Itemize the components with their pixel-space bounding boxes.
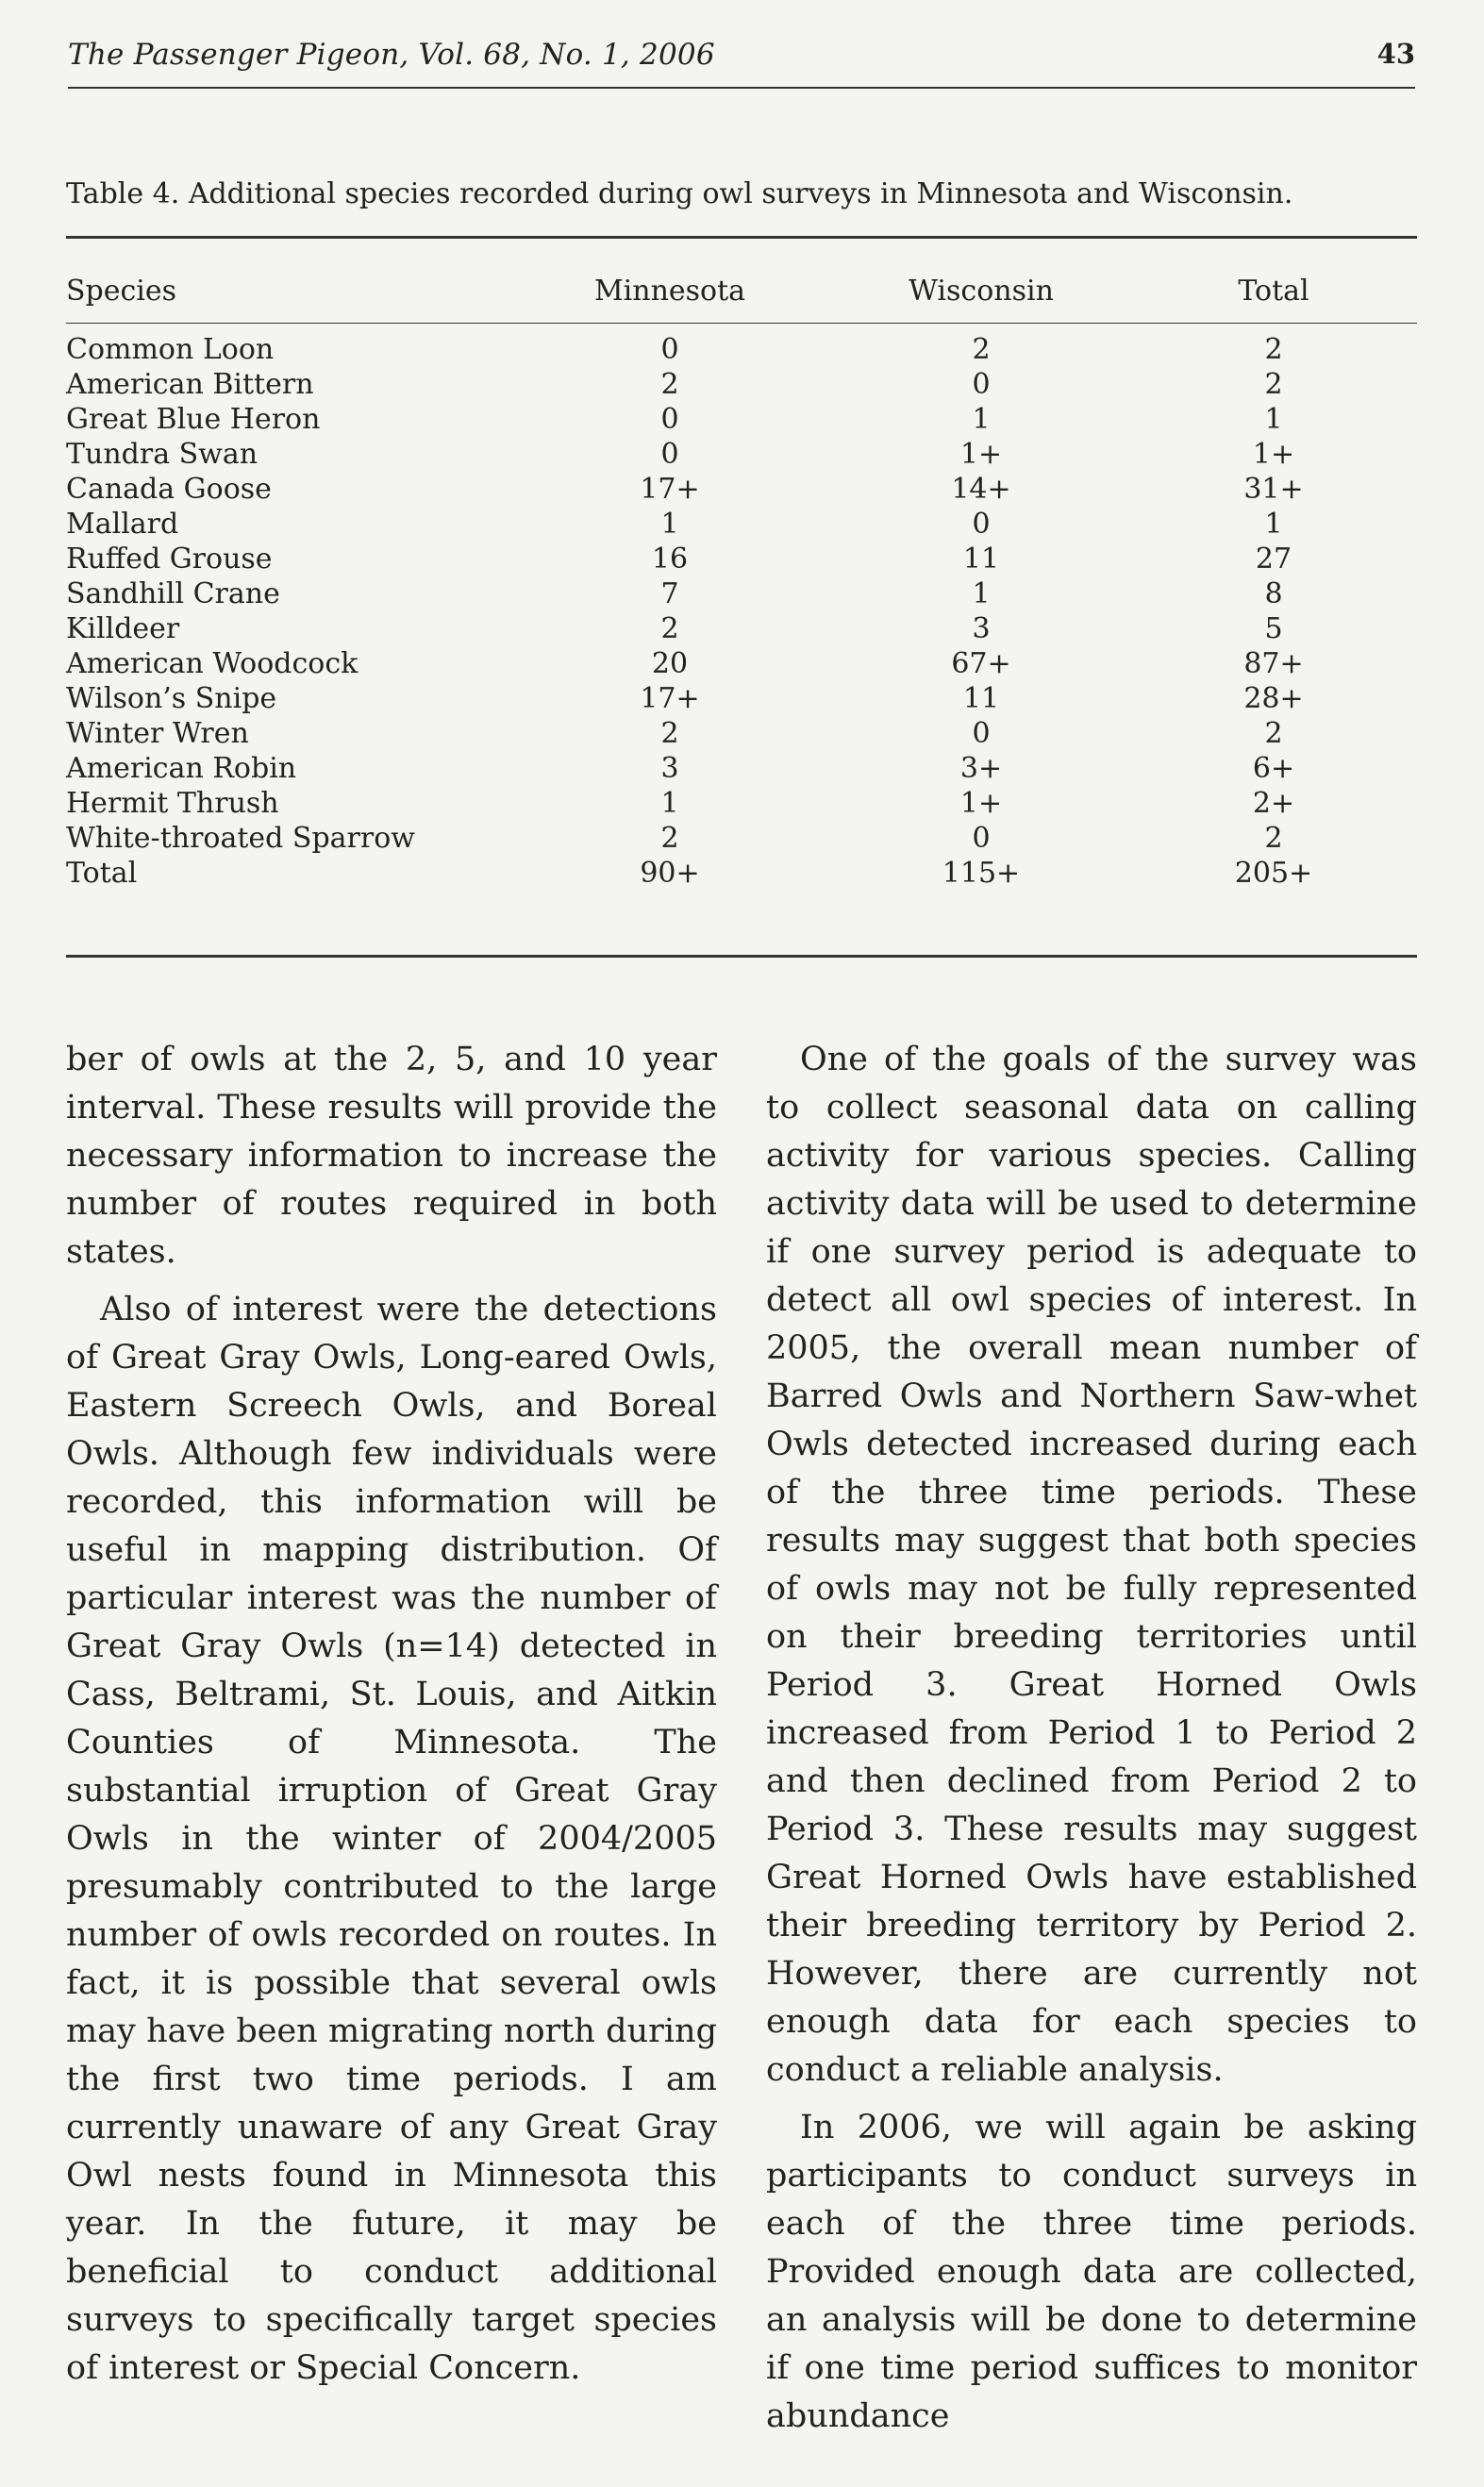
cell-species: Great Blue Heron	[66, 403, 321, 436]
cell-species: Common Loon	[66, 333, 275, 366]
table-row	[66, 786, 1417, 821]
running-header	[68, 38, 1415, 89]
cell-wisconsin: 0	[972, 822, 991, 855]
cell-minnesota: 0	[660, 333, 679, 366]
cell-total: 87+	[1243, 647, 1304, 680]
cell-species: American Woodcock	[66, 647, 358, 680]
cell-total: 1	[1264, 403, 1283, 436]
cell-minnesota: 17+	[640, 682, 700, 715]
cell-minnesota: 2	[660, 822, 679, 855]
cell-species: American Bittern	[66, 368, 314, 401]
cell-total: 6+	[1252, 752, 1295, 785]
cell-species: Ruffed Grouse	[66, 542, 273, 576]
table-bottom-rule	[66, 955, 1417, 958]
cell-total: 27	[1255, 542, 1292, 576]
cell-wisconsin: 1	[972, 403, 991, 436]
cell-species: Total	[66, 857, 138, 890]
cell-species: Mallard	[66, 508, 179, 541]
cell-total: 5	[1264, 612, 1283, 645]
cell-species: American Robin	[66, 752, 297, 785]
cell-wisconsin: 11	[962, 682, 1000, 715]
table-row	[66, 751, 1417, 786]
table-row	[66, 472, 1417, 507]
table-row	[66, 507, 1417, 542]
table-row	[66, 821, 1417, 856]
cell-total: 31+	[1243, 473, 1304, 506]
table-top-rule	[66, 236, 1417, 239]
table-row	[66, 542, 1417, 576]
cell-minnesota: 17+	[640, 473, 700, 506]
table-row	[66, 681, 1417, 716]
cell-minnesota: 1	[660, 508, 679, 541]
table-row	[66, 646, 1417, 681]
right-text-column	[766, 1036, 1417, 2450]
cell-species: Killdeer	[66, 612, 180, 645]
journal-citation: The Passenger Pigeon, Vol. 68, No. 1, 2006	[68, 38, 715, 72]
cell-minnesota: 3	[660, 752, 679, 785]
cell-total: 28+	[1243, 682, 1304, 715]
body-paragraph: Also of interest were the detections of Great Gray Owls, Long-eared Owls, Eastern Screech Owls, and Boreal Owls. Although few individuals were recorded, this information will be useful in mapping distribution. Of particular interest was the number of Great Gray Owls (n=14) detected in Cass, Beltrami, St. Louis, and Aitkin Counties of Minnesota. The substantial irruption of Great Gray Owls in the winter of 2004/2005 presumably contributed to the large number of owls recorded on routes. In fact, it is possible that several owls may have been migrating north during the first two time periods. I am currently unaware of any Great Gray Owl nests found in Minnesota this year. In the future, it may be beneficial to conduct additional surveys to specifically target species of interest or Special Concern.	[66, 1291, 717, 2387]
table-caption: Table 4. Additional species recorded during owl surveys in Minnesota and Wisconsin.	[66, 177, 1293, 210]
cell-wisconsin: 3	[972, 612, 991, 645]
table-row	[66, 611, 1417, 646]
cell-wisconsin: 67+	[951, 647, 1011, 680]
cell-wisconsin: 0	[972, 717, 991, 750]
table-row	[66, 367, 1417, 402]
cell-total: 205+	[1234, 857, 1313, 890]
cell-wisconsin: 115+	[942, 857, 1021, 890]
cell-species: Wilson’s Snipe	[66, 682, 277, 715]
body-paragraph: In 2006, we will again be asking participants to conduct surveys in each of the three time periods. Provided enough data are collected, an analysis will be done to determine if one time period suffices to monitor abundance	[766, 2109, 1417, 2435]
cell-minnesota: 2	[660, 717, 679, 750]
cell-wisconsin: 14+	[951, 473, 1011, 506]
cell-total: 2+	[1252, 787, 1295, 820]
cell-minnesota: 0	[660, 403, 679, 436]
cell-species: Canada Goose	[66, 473, 272, 506]
cell-wisconsin: 1+	[959, 438, 1003, 471]
cell-minnesota: 0	[660, 438, 679, 471]
table-row	[66, 576, 1417, 611]
table-row	[66, 716, 1417, 751]
table-body	[66, 332, 1417, 891]
cell-total: 1	[1264, 508, 1283, 541]
cell-species: Tundra Swan	[66, 438, 258, 471]
body-paragraph: One of the goals of the survey was to collect seasonal data on calling activity for various species. Calling activity data will be used to determine if one survey period is adequate to detect all owl species of interest. In 2005, the overall mean number of Barred Owls and Northern Saw-whet Owls detected increased during each of the three time periods. These results may suggest that both species of owls may not be fully represented on their breeding territories until Period 3. Great Horned Owls increased from Period 1 to Period 2 and then declined from Period 2 to Period 3. These results may suggest Great Horned Owls have established their breeding territory by Period 2. However, there are currently not enough data for each species to conduct a reliable analysis.	[766, 1041, 1417, 2089]
table-row	[66, 402, 1417, 437]
column-header-minnesota: Minnesota	[593, 275, 746, 308]
cell-species: White-throated Sparrow	[66, 822, 415, 855]
cell-minnesota: 16	[651, 542, 689, 576]
cell-wisconsin: 3+	[959, 752, 1003, 785]
column-header-wisconsin: Wisconsin	[909, 275, 1054, 308]
cell-minnesota: 1	[660, 787, 679, 820]
cell-minnesota: 2	[660, 612, 679, 645]
cell-wisconsin: 0	[972, 368, 991, 401]
table-header-rule	[66, 323, 1417, 324]
body-paragraph: ber of owls at the 2, 5, and 10 year interval. These results will provide the necessary information to increase the number of routes required in both states.	[66, 1041, 717, 1271]
column-header-total: Total	[1238, 275, 1309, 308]
cell-minnesota: 2	[660, 368, 679, 401]
cell-wisconsin: 1+	[959, 787, 1003, 820]
table-row	[66, 332, 1417, 367]
cell-total: 2	[1264, 822, 1283, 855]
cell-total: 2	[1264, 368, 1283, 401]
cell-species: Hermit Thrush	[66, 787, 279, 820]
cell-species: Winter Wren	[66, 717, 249, 750]
cell-wisconsin: 11	[962, 542, 1000, 576]
cell-total: 1+	[1252, 438, 1295, 471]
table-row	[66, 437, 1417, 472]
page-number: 43	[1376, 38, 1415, 70]
cell-total: 2	[1264, 717, 1283, 750]
cell-total: 2	[1264, 333, 1283, 366]
cell-minnesota: 20	[651, 647, 689, 680]
cell-species: Sandhill Crane	[66, 577, 280, 610]
column-header-species: Species	[66, 275, 177, 308]
cell-wisconsin: 0	[972, 508, 991, 541]
cell-total: 8	[1264, 577, 1283, 610]
table-row	[66, 856, 1417, 891]
left-text-column	[66, 1036, 717, 2402]
cell-wisconsin: 2	[972, 333, 991, 366]
cell-minnesota: 90+	[640, 857, 700, 890]
cell-minnesota: 7	[660, 577, 679, 610]
cell-wisconsin: 1	[972, 577, 991, 610]
